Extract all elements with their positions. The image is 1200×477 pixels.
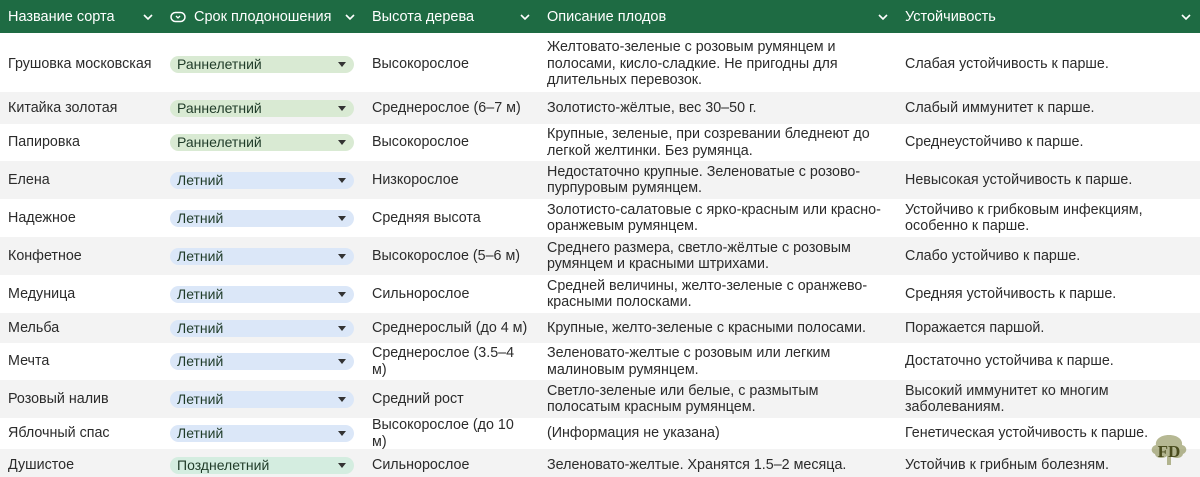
resistance-cell: Высокий иммунитет ко многим заболеваниям. — [905, 382, 1109, 415]
resistance-cell: Слабая устойчивость к парше. — [905, 55, 1109, 72]
fruiting-period-cell — [162, 56, 364, 73]
period-dropdown-chip[interactable] — [170, 320, 354, 337]
variety-name-cell: Медуница — [8, 285, 76, 302]
period-dropdown-chip[interactable] — [170, 100, 354, 117]
fruiting-period-cell — [162, 210, 364, 227]
dropdown-arrow-icon[interactable] — [338, 463, 346, 468]
header-tree-height[interactable] — [364, 0, 539, 33]
resistance-cell: Среднеустойчиво к парше. — [905, 134, 1084, 151]
table-row — [0, 343, 1200, 380]
tree-height-cell: Высокорослое — [372, 134, 469, 151]
variety-name-cell: Елена — [8, 171, 50, 188]
fruit-description-cell: Светло-зеленые или белые, с размытым полосатым красным румянцем. — [547, 382, 819, 415]
period-chip-label: Летний — [177, 353, 224, 370]
chevron-down-icon[interactable] — [344, 11, 356, 23]
dropdown-arrow-icon[interactable] — [338, 62, 346, 67]
resistance-cell: Устойчив к грибным болезням. — [905, 456, 1109, 473]
fruit-description-cell: Золотисто-жёлтые, вес 30–50 г. — [547, 99, 757, 116]
header-fruit-description[interactable] — [539, 0, 897, 33]
tree-height-cell: Сильнорослое — [372, 456, 470, 473]
dropdown-arrow-icon[interactable] — [338, 254, 346, 259]
tree-height-cell: Сильнорослое — [372, 285, 470, 302]
dropdown-arrow-icon[interactable] — [338, 216, 346, 221]
tree-logo-icon — [1146, 432, 1192, 468]
tree-height-cell: Средний рост — [372, 390, 464, 407]
period-chip-label: Раннелетний — [177, 134, 262, 151]
period-chip-label: Летний — [177, 425, 224, 442]
header-resistance[interactable] — [897, 0, 1200, 33]
table-row — [0, 275, 1200, 313]
variety-name-cell: Розовый налив — [8, 390, 109, 407]
fruit-description-cell: Зеленовато-желтые. Хранятся 1.5–2 месяца. — [547, 456, 847, 473]
table-row — [0, 199, 1200, 237]
fruiting-period-cell — [162, 353, 364, 370]
fruit-description-cell: Зеленовато-желтые с розовым или легким малиновым румянцем. — [547, 345, 831, 378]
period-dropdown-chip[interactable] — [170, 248, 354, 265]
header-label: Устойчивость — [905, 8, 996, 25]
variety-name-cell: Надежное — [8, 209, 76, 226]
period-chip-label: Летний — [177, 285, 224, 302]
header-label: Описание плодов — [547, 8, 667, 25]
period-chip-label: Летний — [177, 209, 224, 226]
fruiting-period-cell — [162, 286, 364, 303]
fruiting-period-cell — [162, 172, 364, 189]
period-dropdown-chip[interactable] — [170, 391, 354, 408]
resistance-cell: Слабый иммунитет к парше. — [905, 99, 1095, 116]
fruit-description-cell: (Информация не указана) — [547, 425, 720, 442]
tree-height-cell: Среднерослый (до 4 м) — [372, 319, 528, 336]
chevron-down-icon[interactable] — [142, 11, 154, 23]
chevron-down-icon[interactable] — [1180, 11, 1192, 23]
table-row — [0, 449, 1200, 477]
fruit-description-cell: Крупные, зеленые, при созревании бледнеют до легкой желтинки. Без румянца. — [547, 126, 870, 159]
period-chip-label: Раннелетний — [177, 55, 262, 72]
variety-name-cell: Китайка золотая — [8, 99, 118, 116]
period-dropdown-chip[interactable] — [170, 172, 354, 189]
resistance-cell: Генетическая устойчивость к парше. — [905, 425, 1149, 442]
table-row — [0, 92, 1200, 124]
period-chip-label: Летний — [177, 247, 224, 264]
period-chip-label: Летний — [177, 390, 224, 407]
period-chip-label: Летний — [177, 171, 224, 188]
period-dropdown-chip[interactable] — [170, 56, 354, 73]
dropdown-arrow-icon[interactable] — [338, 326, 346, 331]
fruit-description-cell: Средней величины, желто-зеленые с оранжево-красными полосками. — [547, 277, 868, 310]
fruit-description-cell: Недостаточно крупные. Зеленоватые с розово-пурпуровым румянцем. — [547, 163, 861, 196]
dropdown-arrow-icon[interactable] — [338, 397, 346, 402]
table-row — [0, 380, 1200, 418]
tree-height-cell: Среднерослое (3.5–4 м) — [372, 345, 515, 378]
tree-height-cell: Среднерослое (6–7 м) — [372, 99, 521, 116]
resistance-cell: Средняя устойчивость к парше. — [905, 285, 1117, 302]
table-body — [0, 36, 1200, 477]
table-row — [0, 161, 1200, 199]
period-chip-label: Летний — [177, 319, 224, 336]
variety-name-cell: Мельба — [8, 319, 60, 336]
header-label: Высота дерева — [372, 8, 475, 25]
header-variety-name[interactable] — [0, 0, 162, 33]
fruit-description-cell: Золотисто-салатовые с ярко-красным или красно-оранжевым румянцем. — [547, 201, 881, 234]
variety-name-cell: Душистое — [8, 456, 75, 473]
table-row — [0, 36, 1200, 92]
table-row — [0, 418, 1200, 449]
tree-height-cell: Высокорослое (5–6 м) — [372, 247, 521, 264]
fruit-description-cell: Крупные, желто-зеленые с красными полосами. — [547, 319, 866, 336]
resistance-cell: Достаточно устойчива к парше. — [905, 353, 1114, 370]
fruit-description-cell: Желтовато-зеленые с розовым румянцем и полосами, кисло-сладкие. Не пригодны для длительных перевозок. — [547, 39, 838, 89]
fruit-description-cell: Среднего размера, светло-жёлтые с розовым румянцем и красными штрихами. — [547, 239, 851, 272]
period-chip-label: Позднелетний — [177, 456, 270, 473]
resistance-cell: Устойчиво к грибковым инфекциям, особенно к парше. — [905, 201, 1143, 234]
fruiting-period-cell — [162, 134, 364, 151]
fruiting-period-cell — [162, 320, 364, 337]
period-dropdown-chip[interactable] — [170, 286, 354, 303]
period-dropdown-chip[interactable] — [170, 457, 354, 474]
table-row — [0, 237, 1200, 275]
tree-height-cell: Высокорослое (до 10 м) — [372, 417, 514, 450]
resistance-cell: Невысокая устойчивость к парше. — [905, 171, 1133, 188]
period-dropdown-chip[interactable] — [170, 425, 354, 442]
fruiting-period-cell — [162, 457, 364, 474]
dropdown-arrow-icon[interactable] — [338, 431, 346, 436]
resistance-cell: Слабо устойчиво к парше. — [905, 247, 1081, 264]
header-label: Срок плодоношения — [194, 8, 332, 25]
dropdown-arrow-icon[interactable] — [338, 106, 346, 111]
dropdown-arrow-icon[interactable] — [338, 292, 346, 297]
dropdown-chip-icon — [170, 11, 186, 23]
fruiting-period-cell — [162, 248, 364, 265]
chevron-down-icon[interactable] — [877, 11, 889, 23]
dropdown-arrow-icon[interactable] — [338, 359, 346, 364]
variety-name-cell: Яблочный спас — [8, 425, 110, 442]
variety-name-cell: Папировка — [8, 134, 80, 151]
fruiting-period-cell — [162, 425, 364, 442]
period-dropdown-chip[interactable] — [170, 353, 354, 370]
variety-name-cell: Грушовка московская — [8, 55, 152, 72]
header-fruiting-period[interactable] — [162, 0, 364, 33]
fruiting-period-cell — [162, 391, 364, 408]
resistance-cell: Поражается паршой. — [905, 319, 1045, 336]
svg-text:FD: FD — [1157, 442, 1181, 461]
tree-height-cell: Высокорослое — [372, 55, 469, 72]
period-dropdown-chip[interactable] — [170, 210, 354, 227]
variety-name-cell: Мечта — [8, 353, 50, 370]
period-dropdown-chip[interactable] — [170, 134, 354, 151]
table-row — [0, 313, 1200, 343]
dropdown-arrow-icon[interactable] — [338, 140, 346, 145]
header-label: Название сорта — [8, 8, 115, 25]
fruiting-period-cell — [162, 100, 364, 117]
dropdown-arrow-icon[interactable] — [338, 178, 346, 183]
tree-height-cell: Средняя высота — [372, 209, 481, 226]
period-chip-label: Раннелетний — [177, 99, 262, 116]
table-row — [0, 124, 1200, 161]
variety-name-cell: Конфетное — [8, 247, 82, 264]
tree-height-cell: Низкорослое — [372, 171, 459, 188]
table-header — [0, 0, 1200, 33]
chevron-down-icon[interactable] — [519, 11, 531, 23]
